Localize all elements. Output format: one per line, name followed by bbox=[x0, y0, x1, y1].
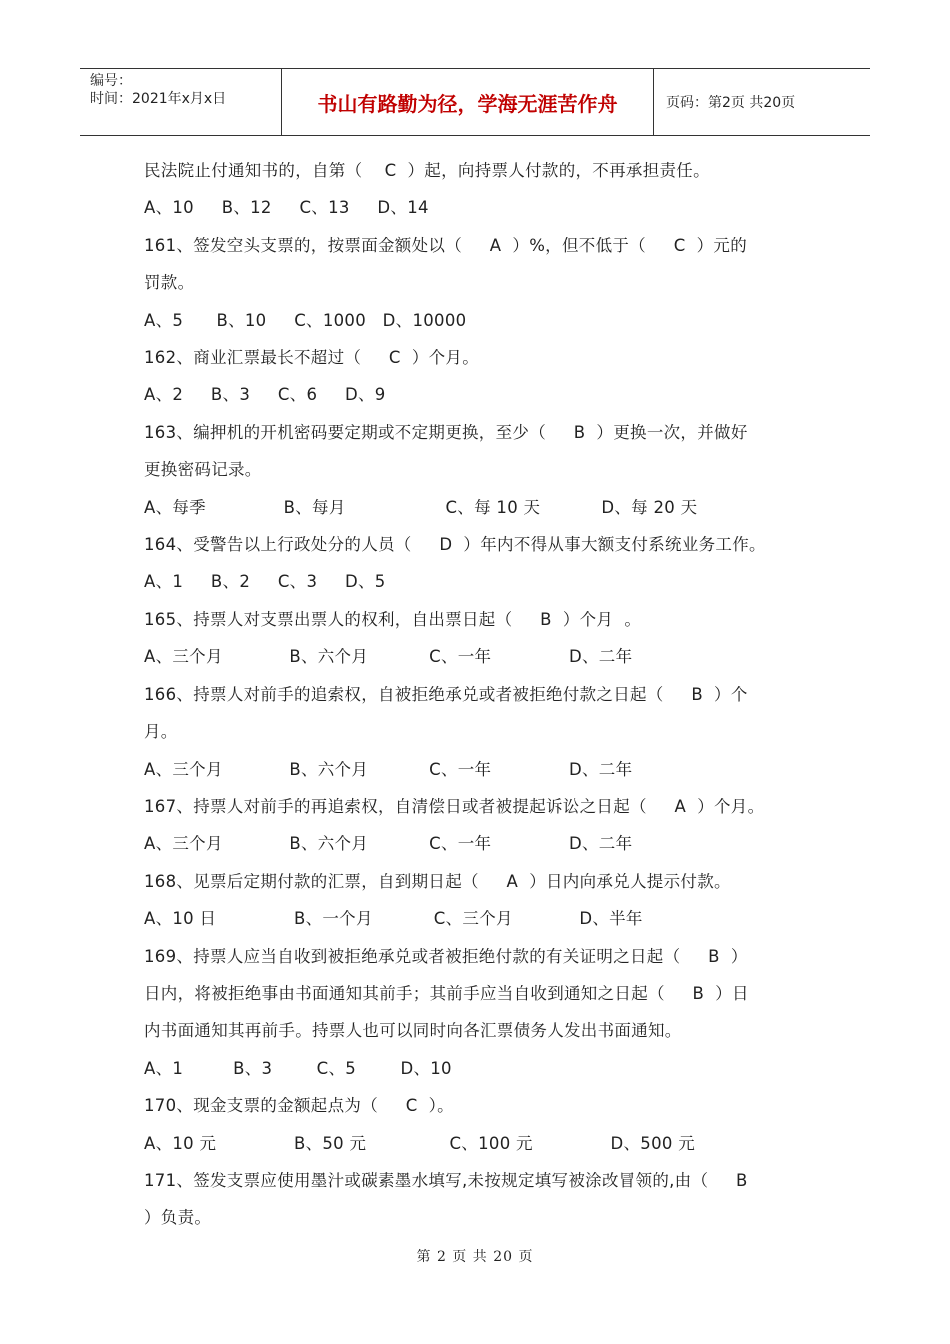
text-line: 165、持票人对支票出票人的权利，自出票日起（ B ）个月 。 bbox=[144, 609, 642, 629]
text-line: 日内，将被拒绝事由书面通知其前手；其前手应当自收到通知之日起（ B ）日 bbox=[144, 983, 749, 1003]
text-line: A、5 B、10 C、1000 D、10000 bbox=[144, 310, 467, 330]
text-line: 170、现金支票的金额起点为（ C ）。 bbox=[144, 1096, 454, 1116]
header-meta bbox=[80, 69, 282, 135]
text-line: 月。 bbox=[144, 722, 178, 742]
text-line: A、10 日 B、一个月 C、三个月 D、半年 bbox=[144, 909, 643, 929]
text-line: 161、签发空头支票的，按票面金额处以（ A ）%，但不低于（ C ）元的 bbox=[144, 235, 748, 255]
text-line: 169、持票人应当自收到被拒绝承兑或者被拒绝付款的有关证明之日起（ B ） bbox=[144, 946, 748, 966]
document-number-label: 编号： bbox=[90, 73, 132, 89]
text-line: 罚款。 bbox=[144, 273, 195, 293]
text-line: 163、编押机的开机密码要定期或不定期更换，至少（ B ）更换一次，并做好 bbox=[144, 422, 748, 442]
text-line: ）负责。 bbox=[144, 1208, 212, 1228]
page-header bbox=[80, 68, 870, 136]
text-line: 民法院止付通知书的，自第（ C ）起，向持票人付款的，不再承担责任。 bbox=[144, 161, 710, 180]
text-line: A、2 B、3 C、6 D、9 bbox=[144, 385, 386, 405]
text-line: 171、签发支票应使用墨汁或碳素墨水填写,未按规定填写被涂改冒领的,由（ B bbox=[144, 1170, 748, 1190]
text-line: A、1 B、2 C、3 D、5 bbox=[144, 572, 386, 592]
text-line: A、1 B、3 C、5 D、10 bbox=[144, 1058, 452, 1078]
document-date: 时间：2021年x月x日 bbox=[90, 91, 227, 107]
text-line: A、三个月 B、六个月 C、一年 D、二年 bbox=[144, 647, 633, 667]
page-footer: 第 2 页 共 20 页 bbox=[416, 1249, 534, 1265]
text-line: A、三个月 B、六个月 C、一年 D、二年 bbox=[144, 834, 633, 854]
text-line: 166、持票人对前手的追索权，自被拒绝承兑或者被拒绝付款之日起（ B ）个 bbox=[144, 684, 748, 704]
text-line: 168、见票后定期付款的汇票，自到期日起（ A ）日内向承兑人提示付款。 bbox=[144, 871, 731, 891]
text-line: A、每季 B、每月 C、每 10 天 D、每 20 天 bbox=[144, 497, 698, 517]
header-motto: 书山有路勤为径，学海无涯苦作舟 bbox=[282, 69, 654, 135]
document-body bbox=[144, 152, 814, 1237]
text-line: 164、受警告以上行政处分的人员（ D ）年内不得从事大额支付系统业务工作。 bbox=[144, 535, 766, 555]
text-line: 内书面通知其再前手。持票人也可以同时向各汇票债务人发出书面通知。 bbox=[144, 1021, 682, 1041]
text-line: 162、商业汇票最长不超过（ C ）个月。 bbox=[144, 348, 480, 368]
text-line: A、10 B、12 C、13 D、14 bbox=[144, 198, 429, 218]
header-page-info: 页码：第2页 共20页 bbox=[666, 95, 796, 111]
text-line: 167、持票人对前手的再追索权，自清偿日或者被提起诉讼之日起（ A ）个月。 bbox=[144, 796, 765, 816]
text-line: A、10 元 B、50 元 C、100 元 D、500 元 bbox=[144, 1133, 696, 1153]
text-line: 更换密码记录。 bbox=[144, 460, 262, 480]
text-line: A、三个月 B、六个月 C、一年 D、二年 bbox=[144, 759, 633, 779]
